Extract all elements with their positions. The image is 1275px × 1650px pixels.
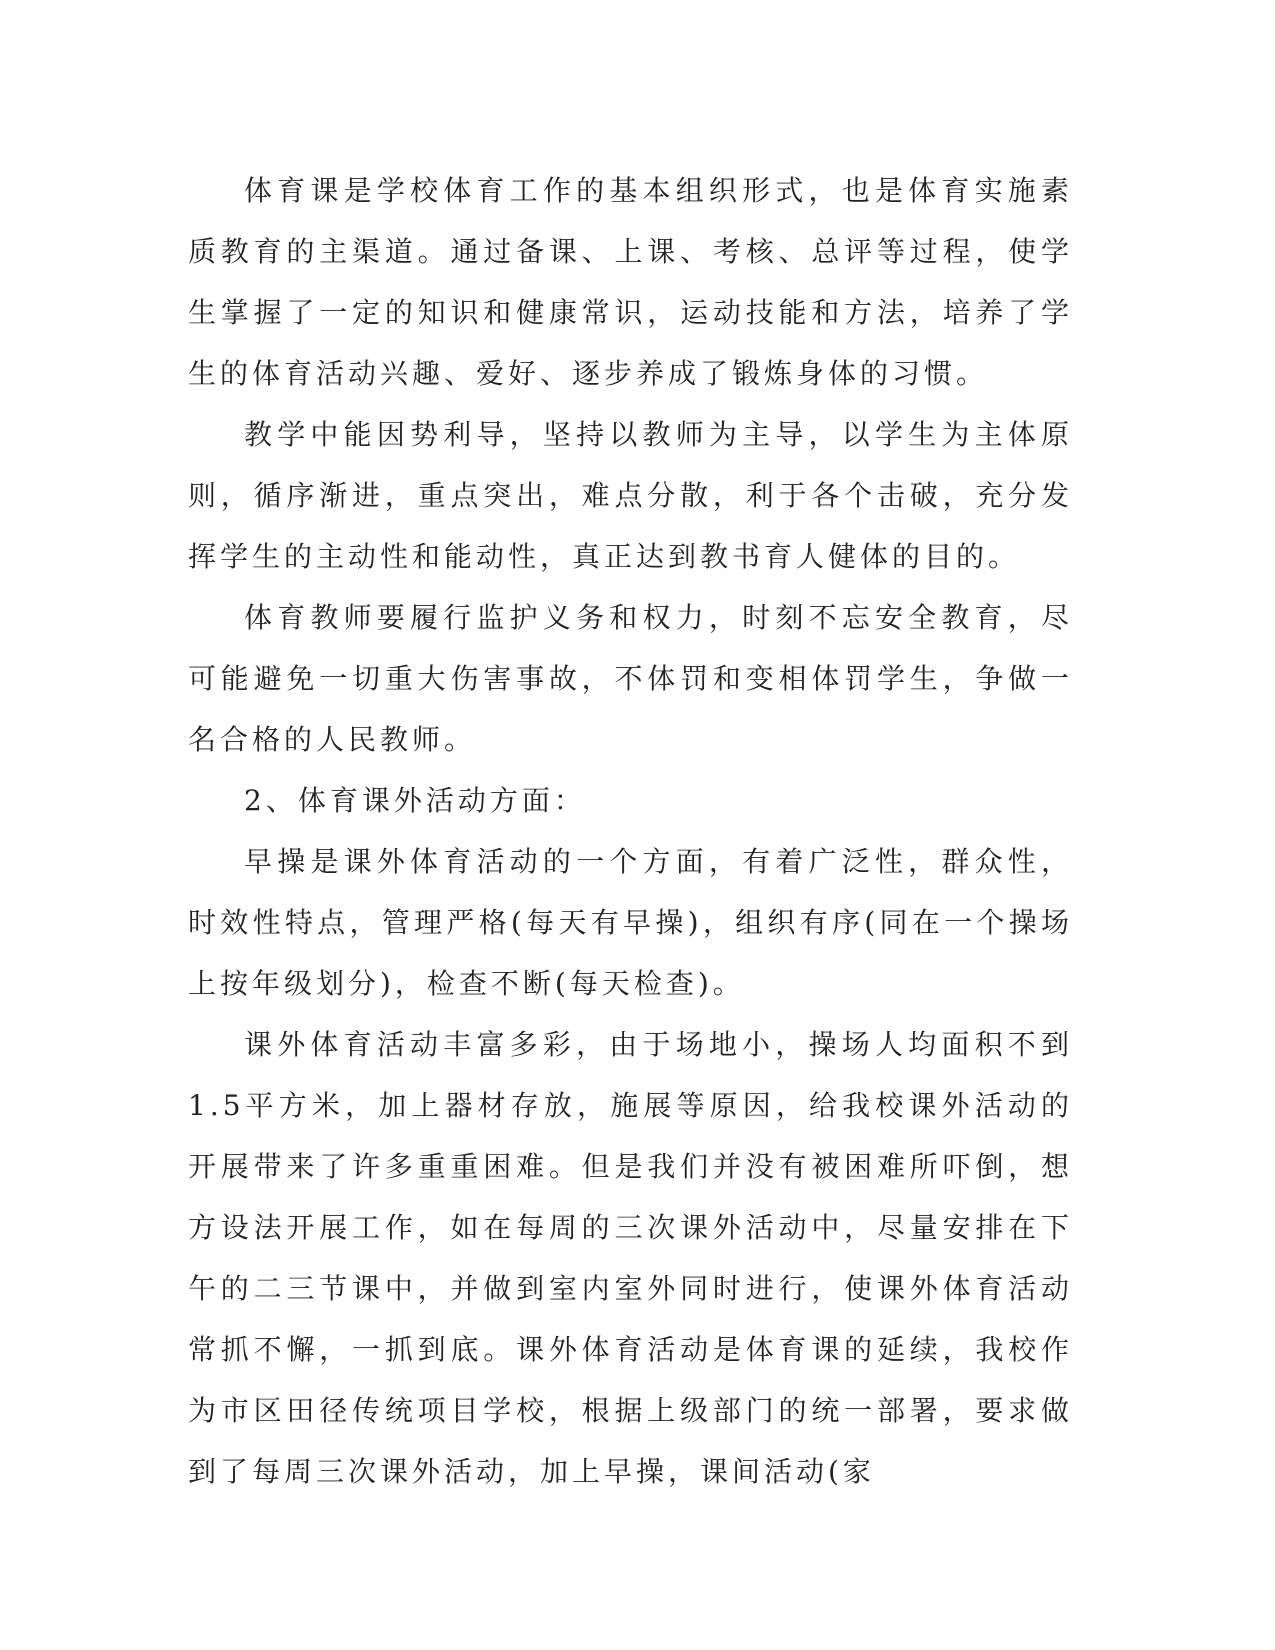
paragraph-extracurricular-activities: 课外体育活动丰富多彩，由于场地小，操场人均面积不到1.5平方米，加上器材存放，施展等原因，给我校课外活动的开展带来了许多重重困难。但是我们并没有被困难所吓倒，想方设法开展工作，如在每周的三次课外活动中，尽量安排在下午的二三节课中，并做到室内室外同时进行，使课外体育活动常抓不懈，一抓到底。课外体育活动是体育课的延续，我校作为市区田径传统项目学校，根据上级部门的统一部署，要求做到了每周三次课外活动，加上早操，课间活动(家	[188, 1028, 1073, 1488]
paragraph-teacher-duty: 体育教师要履行监护义务和权力，时刻不忘安全教育，尽可能避免一切重大伤害事故，不体罚和变相体罚学生，争做一名合格的人民教师。	[188, 601, 1073, 756]
paragraph-pe-class: 体育课是学校体育工作的基本组织形式，也是体育实施素质教育的主渠道。通过备课、上课、考核、总评等过程，使学生掌握了一定的知识和健康常识，运动技能和方法，培养了学生的体育活动兴趣、爱好、逐步养成了锻炼身体的习惯。	[188, 174, 1073, 390]
section-heading-extracurricular: 2、体育课外活动方面：	[244, 784, 586, 817]
paragraph-teaching: 教学中能因势利导，坚持以教师为主导，以学生为主体原则，循序渐进，重点突出，难点分散，利于各个击破，充分发挥学生的主动性和能动性，真正达到教书育人健体的目的。	[188, 418, 1073, 573]
document-body	[188, 160, 1073, 1502]
paragraph-morning-exercise: 早操是课外体育活动的一个方面，有着广泛性，群众性，时效性特点，管理严格(每天有早操)，组织有序(同在一个操场上按年级划分)，检查不断(每天检查)。	[188, 845, 1073, 1000]
